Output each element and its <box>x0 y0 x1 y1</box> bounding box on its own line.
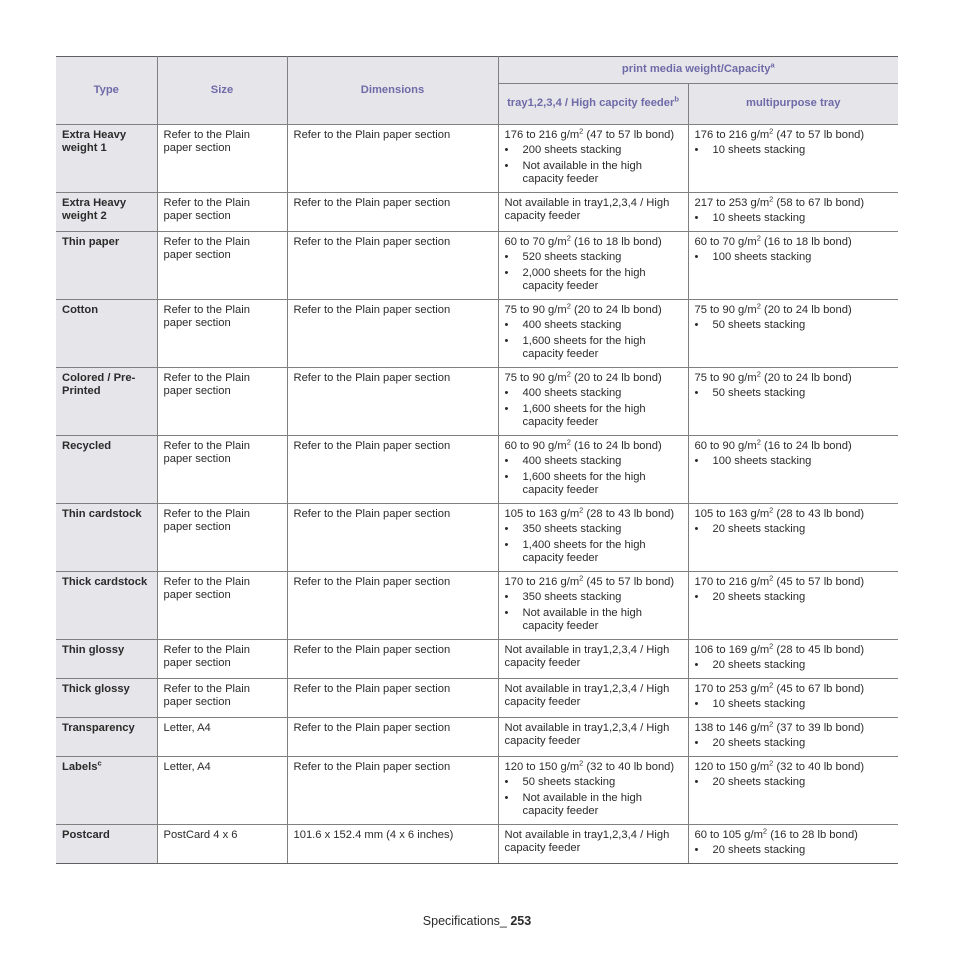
cell-type: Extra Heavy weight 1 <box>56 125 157 193</box>
cell-mp-capacity-weight: 106 to 169 $g/m^2$ (28 to 45 lb bond) <box>694 641 865 656</box>
cell-type: Transparency <box>56 718 157 757</box>
table-row <box>56 436 898 504</box>
bullet-item: • Not available in the high capacity feeder <box>505 160 682 187</box>
cell-type: Thick cardstock <box>56 572 157 640</box>
page-footer <box>0 914 954 928</box>
table-row <box>56 679 898 718</box>
bullet-item: • 10 sheets stacking <box>695 212 893 225</box>
cell-mp-capacity <box>688 718 898 757</box>
bullet-item: • 350 sheets stacking <box>505 591 682 604</box>
cell-mp-capacity-weight: 176 to 216 $g/m^2$ (47 to 57 lb bond) <box>694 126 865 141</box>
cell-size: Refer to the Plain paper section <box>157 300 287 368</box>
cell-size: Refer to the Plain paper section <box>157 504 287 572</box>
cell-type: Extra Heavy weight 2 <box>56 193 157 232</box>
cell-tray-capacity-weight: 75 to 90 $g/m^2$ (20 to 24 lb bond) <box>504 369 662 384</box>
cell-tray-capacity <box>498 640 688 679</box>
cell-type: Labels$^c$ <box>56 757 157 825</box>
footer-section-label: Specifications_ <box>422 914 507 928</box>
table-row <box>56 504 898 572</box>
bullet-item: • 520 sheets stacking <box>505 251 682 264</box>
cell-mp-capacity-weight: 60 to 90 $g/m^2$ (16 to 24 lb bond) <box>694 437 852 452</box>
cell-tray-capacity <box>498 125 688 193</box>
header-media-weight-capacity: print media weight/Capacity$^a$ <box>498 57 898 84</box>
bullet-item: • 20 sheets stacking <box>695 776 893 789</box>
cell-mp-capacity <box>688 193 898 232</box>
header-size: Size <box>157 57 287 125</box>
bullet-item: • 50 sheets stacking <box>695 319 893 332</box>
cell-tray-capacity-bullet-list <box>505 319 682 361</box>
cell-size: Refer to the Plain paper section <box>157 193 287 232</box>
cell-mp-capacity-weight: 120 to 150 $g/m^2$ (32 to 40 lb bond) <box>694 758 865 773</box>
header-multipurpose-tray: multipurpose tray <box>688 84 898 125</box>
cell-size: Refer to the Plain paper section <box>157 679 287 718</box>
cell-mp-capacity-bullet-list <box>695 591 893 604</box>
cell-dimensions: Refer to the Plain paper section <box>287 679 498 718</box>
bullet-item: • 2,000 sheets for the high capacity feeder <box>505 267 682 294</box>
cell-tray-capacity <box>498 757 688 825</box>
cell-tray-capacity-bullet-list <box>505 251 682 293</box>
bullet-item: • 50 sheets stacking <box>695 387 893 400</box>
cell-mp-capacity-bullet-list <box>695 776 893 789</box>
cell-mp-capacity <box>688 679 898 718</box>
cell-mp-capacity-bullet-list <box>695 698 893 711</box>
cell-mp-capacity <box>688 572 898 640</box>
cell-type: Colored / Pre-Printed <box>56 368 157 436</box>
header-type: Type <box>56 57 157 125</box>
cell-mp-capacity <box>688 368 898 436</box>
cell-size: Refer to the Plain paper section <box>157 572 287 640</box>
cell-dimensions: Refer to the Plain paper section <box>287 436 498 504</box>
cell-tray-capacity <box>498 232 688 300</box>
bullet-item: • 20 sheets stacking <box>695 659 893 672</box>
table-row <box>56 757 898 825</box>
cell-tray-capacity-weight: 170 to 216 $g/m^2$ (45 to 57 lb bond) <box>504 573 675 588</box>
cell-dimensions: Refer to the Plain paper section <box>287 193 498 232</box>
cell-tray-capacity-bullet-list <box>505 591 682 633</box>
cell-tray-capacity-weight: Not available in tray1,2,3,4 / High capacity feeder <box>504 197 670 223</box>
cell-tray-capacity-bullet-list <box>505 144 682 186</box>
cell-mp-capacity <box>688 757 898 825</box>
cell-tray-capacity-bullet-list <box>505 455 682 497</box>
cell-mp-capacity <box>688 436 898 504</box>
cell-tray-capacity <box>498 718 688 757</box>
cell-tray-capacity <box>498 300 688 368</box>
cell-size: Letter, A4 <box>157 718 287 757</box>
bullet-item: • Not available in the high capacity feeder <box>505 607 682 634</box>
cell-size: Letter, A4 <box>157 757 287 825</box>
cell-dimensions: Refer to the Plain paper section <box>287 125 498 193</box>
cell-mp-capacity-bullet-list <box>695 387 893 400</box>
bullet-item: • 20 sheets stacking <box>695 737 893 750</box>
bullet-item: • 1,600 sheets for the high capacity feeder <box>505 403 682 430</box>
cell-tray-capacity <box>498 825 688 864</box>
bullet-item: • 100 sheets stacking <box>695 251 893 264</box>
cell-dimensions: Refer to the Plain paper section <box>287 368 498 436</box>
cell-tray-capacity-weight: Not available in tray1,2,3,4 / High capacity feeder <box>504 829 670 855</box>
cell-tray-capacity-bullet-list <box>505 387 682 429</box>
cell-tray-capacity-weight: 60 to 70 $g/m^2$ (16 to 18 lb bond) <box>504 233 662 248</box>
table-row <box>56 368 898 436</box>
cell-dimensions: Refer to the Plain paper section <box>287 640 498 679</box>
cell-mp-capacity-bullet-list <box>695 523 893 536</box>
cell-tray-capacity <box>498 679 688 718</box>
table-row <box>56 572 898 640</box>
cell-type: Recycled <box>56 436 157 504</box>
cell-size: Refer to the Plain paper section <box>157 640 287 679</box>
bullet-item: • 20 sheets stacking <box>695 523 893 536</box>
bullet-item: • 400 sheets stacking <box>505 387 682 400</box>
cell-tray-capacity-weight: Not available in tray1,2,3,4 / High capacity feeder <box>504 722 670 748</box>
cell-mp-capacity-bullet-list <box>695 144 893 157</box>
cell-dimensions: Refer to the Plain paper section <box>287 504 498 572</box>
cell-tray-capacity-bullet-list <box>505 523 682 565</box>
cell-type: Thin glossy <box>56 640 157 679</box>
table-row <box>56 825 898 864</box>
paper-specifications-table <box>56 56 898 864</box>
cell-tray-capacity <box>498 436 688 504</box>
bullet-item: • 200 sheets stacking <box>505 144 682 157</box>
table-row <box>56 125 898 193</box>
bullet-item: • 20 sheets stacking <box>695 844 893 857</box>
cell-tray-capacity-weight: 105 to 163 $g/m^2$ (28 to 43 lb bond) <box>504 505 675 520</box>
cell-type: Postcard <box>56 825 157 864</box>
cell-type: Thin paper <box>56 232 157 300</box>
bullet-item: • 400 sheets stacking <box>505 319 682 332</box>
cell-size: PostCard 4 x 6 <box>157 825 287 864</box>
header-dimensions: Dimensions <box>287 57 498 125</box>
table-row <box>56 232 898 300</box>
bullet-item: • 1,400 sheets for the high capacity feeder <box>505 539 682 566</box>
cell-mp-capacity-bullet-list <box>695 737 893 750</box>
cell-mp-capacity <box>688 825 898 864</box>
cell-size: Refer to the Plain paper section <box>157 125 287 193</box>
cell-tray-capacity <box>498 368 688 436</box>
bullet-item: • 100 sheets stacking <box>695 455 893 468</box>
cell-dimensions: Refer to the Plain paper section <box>287 232 498 300</box>
cell-tray-capacity-weight: 120 to 150 $g/m^2$ (32 to 40 lb bond) <box>504 758 675 773</box>
bullet-item: • Not available in the high capacity feeder <box>505 792 682 819</box>
cell-mp-capacity-weight: 138 to 146 $g/m^2$ (37 to 39 lb bond) <box>694 719 865 734</box>
cell-mp-capacity-bullet-list <box>695 212 893 225</box>
cell-mp-capacity-weight: 60 to 105 $g/m^2$ (16 to 28 lb bond) <box>694 826 858 841</box>
cell-mp-capacity <box>688 232 898 300</box>
cell-mp-capacity-weight: 60 to 70 $g/m^2$ (16 to 18 lb bond) <box>694 233 852 248</box>
cell-type: Thick glossy <box>56 679 157 718</box>
cell-mp-capacity-bullet-list <box>695 455 893 468</box>
cell-dimensions: Refer to the Plain paper section <box>287 757 498 825</box>
cell-type: Cotton <box>56 300 157 368</box>
cell-mp-capacity-weight: 217 to 253 $g/m^2$ (58 to 67 lb bond) <box>694 194 865 209</box>
bullet-item: • 50 sheets stacking <box>505 776 682 789</box>
cell-mp-capacity-weight: 170 to 216 $g/m^2$ (45 to 57 lb bond) <box>694 573 865 588</box>
cell-tray-capacity-weight: Not available in tray1,2,3,4 / High capacity feeder <box>504 683 670 709</box>
cell-mp-capacity-weight: 105 to 163 $g/m^2$ (28 to 43 lb bond) <box>694 505 865 520</box>
cell-tray-capacity-weight: 60 to 90 $g/m^2$ (16 to 24 lb bond) <box>504 437 662 452</box>
cell-mp-capacity-bullet-list <box>695 251 893 264</box>
bullet-item: • 1,600 sheets for the high capacity feeder <box>505 471 682 498</box>
cell-mp-capacity-bullet-list <box>695 319 893 332</box>
table-row <box>56 193 898 232</box>
cell-dimensions: Refer to the Plain paper section <box>287 572 498 640</box>
bullet-item: • 20 sheets stacking <box>695 591 893 604</box>
bullet-item: • 10 sheets stacking <box>695 144 893 157</box>
cell-type: Thin cardstock <box>56 504 157 572</box>
cell-size: Refer to the Plain paper section <box>157 436 287 504</box>
cell-mp-capacity-bullet-list <box>695 844 893 857</box>
bullet-item: • 400 sheets stacking <box>505 455 682 468</box>
cell-tray-capacity <box>498 572 688 640</box>
cell-mp-capacity <box>688 300 898 368</box>
table-row <box>56 640 898 679</box>
bullet-item: • 350 sheets stacking <box>505 523 682 536</box>
cell-mp-capacity-weight: 170 to 253 $g/m^2$ (45 to 67 lb bond) <box>694 680 865 695</box>
cell-dimensions: Refer to the Plain paper section <box>287 718 498 757</box>
cell-mp-capacity-bullet-list <box>695 659 893 672</box>
cell-mp-capacity-weight: 75 to 90 $g/m^2$ (20 to 24 lb bond) <box>694 369 852 384</box>
bullet-item: • 1,600 sheets for the high capacity feeder <box>505 335 682 362</box>
bullet-item: • 10 sheets stacking <box>695 698 893 711</box>
cell-size: Refer to the Plain paper section <box>157 368 287 436</box>
cell-tray-capacity-weight: Not available in tray1,2,3,4 / High capacity feeder <box>504 644 670 670</box>
cell-size: Refer to the Plain paper section <box>157 232 287 300</box>
header-tray-feeder: tray1,2,3,4 / High capcity feeder$^b$ <box>498 84 688 125</box>
page-number: 253 <box>510 914 532 928</box>
cell-dimensions: Refer to the Plain paper section <box>287 300 498 368</box>
table-body <box>56 125 898 864</box>
cell-dimensions: 101.6 x 152.4 mm (4 x 6 inches) <box>287 825 498 864</box>
cell-mp-capacity <box>688 640 898 679</box>
cell-mp-capacity <box>688 125 898 193</box>
cell-tray-capacity <box>498 193 688 232</box>
cell-mp-capacity <box>688 504 898 572</box>
table-row <box>56 718 898 757</box>
cell-tray-capacity-bullet-list <box>505 776 682 818</box>
table-row <box>56 300 898 368</box>
cell-tray-capacity-weight: 176 to 216 $g/m^2$ (47 to 57 lb bond) <box>504 126 675 141</box>
cell-tray-capacity-weight: 75 to 90 $g/m^2$ (20 to 24 lb bond) <box>504 301 662 316</box>
cell-tray-capacity <box>498 504 688 572</box>
cell-mp-capacity-weight: 75 to 90 $g/m^2$ (20 to 24 lb bond) <box>694 301 852 316</box>
